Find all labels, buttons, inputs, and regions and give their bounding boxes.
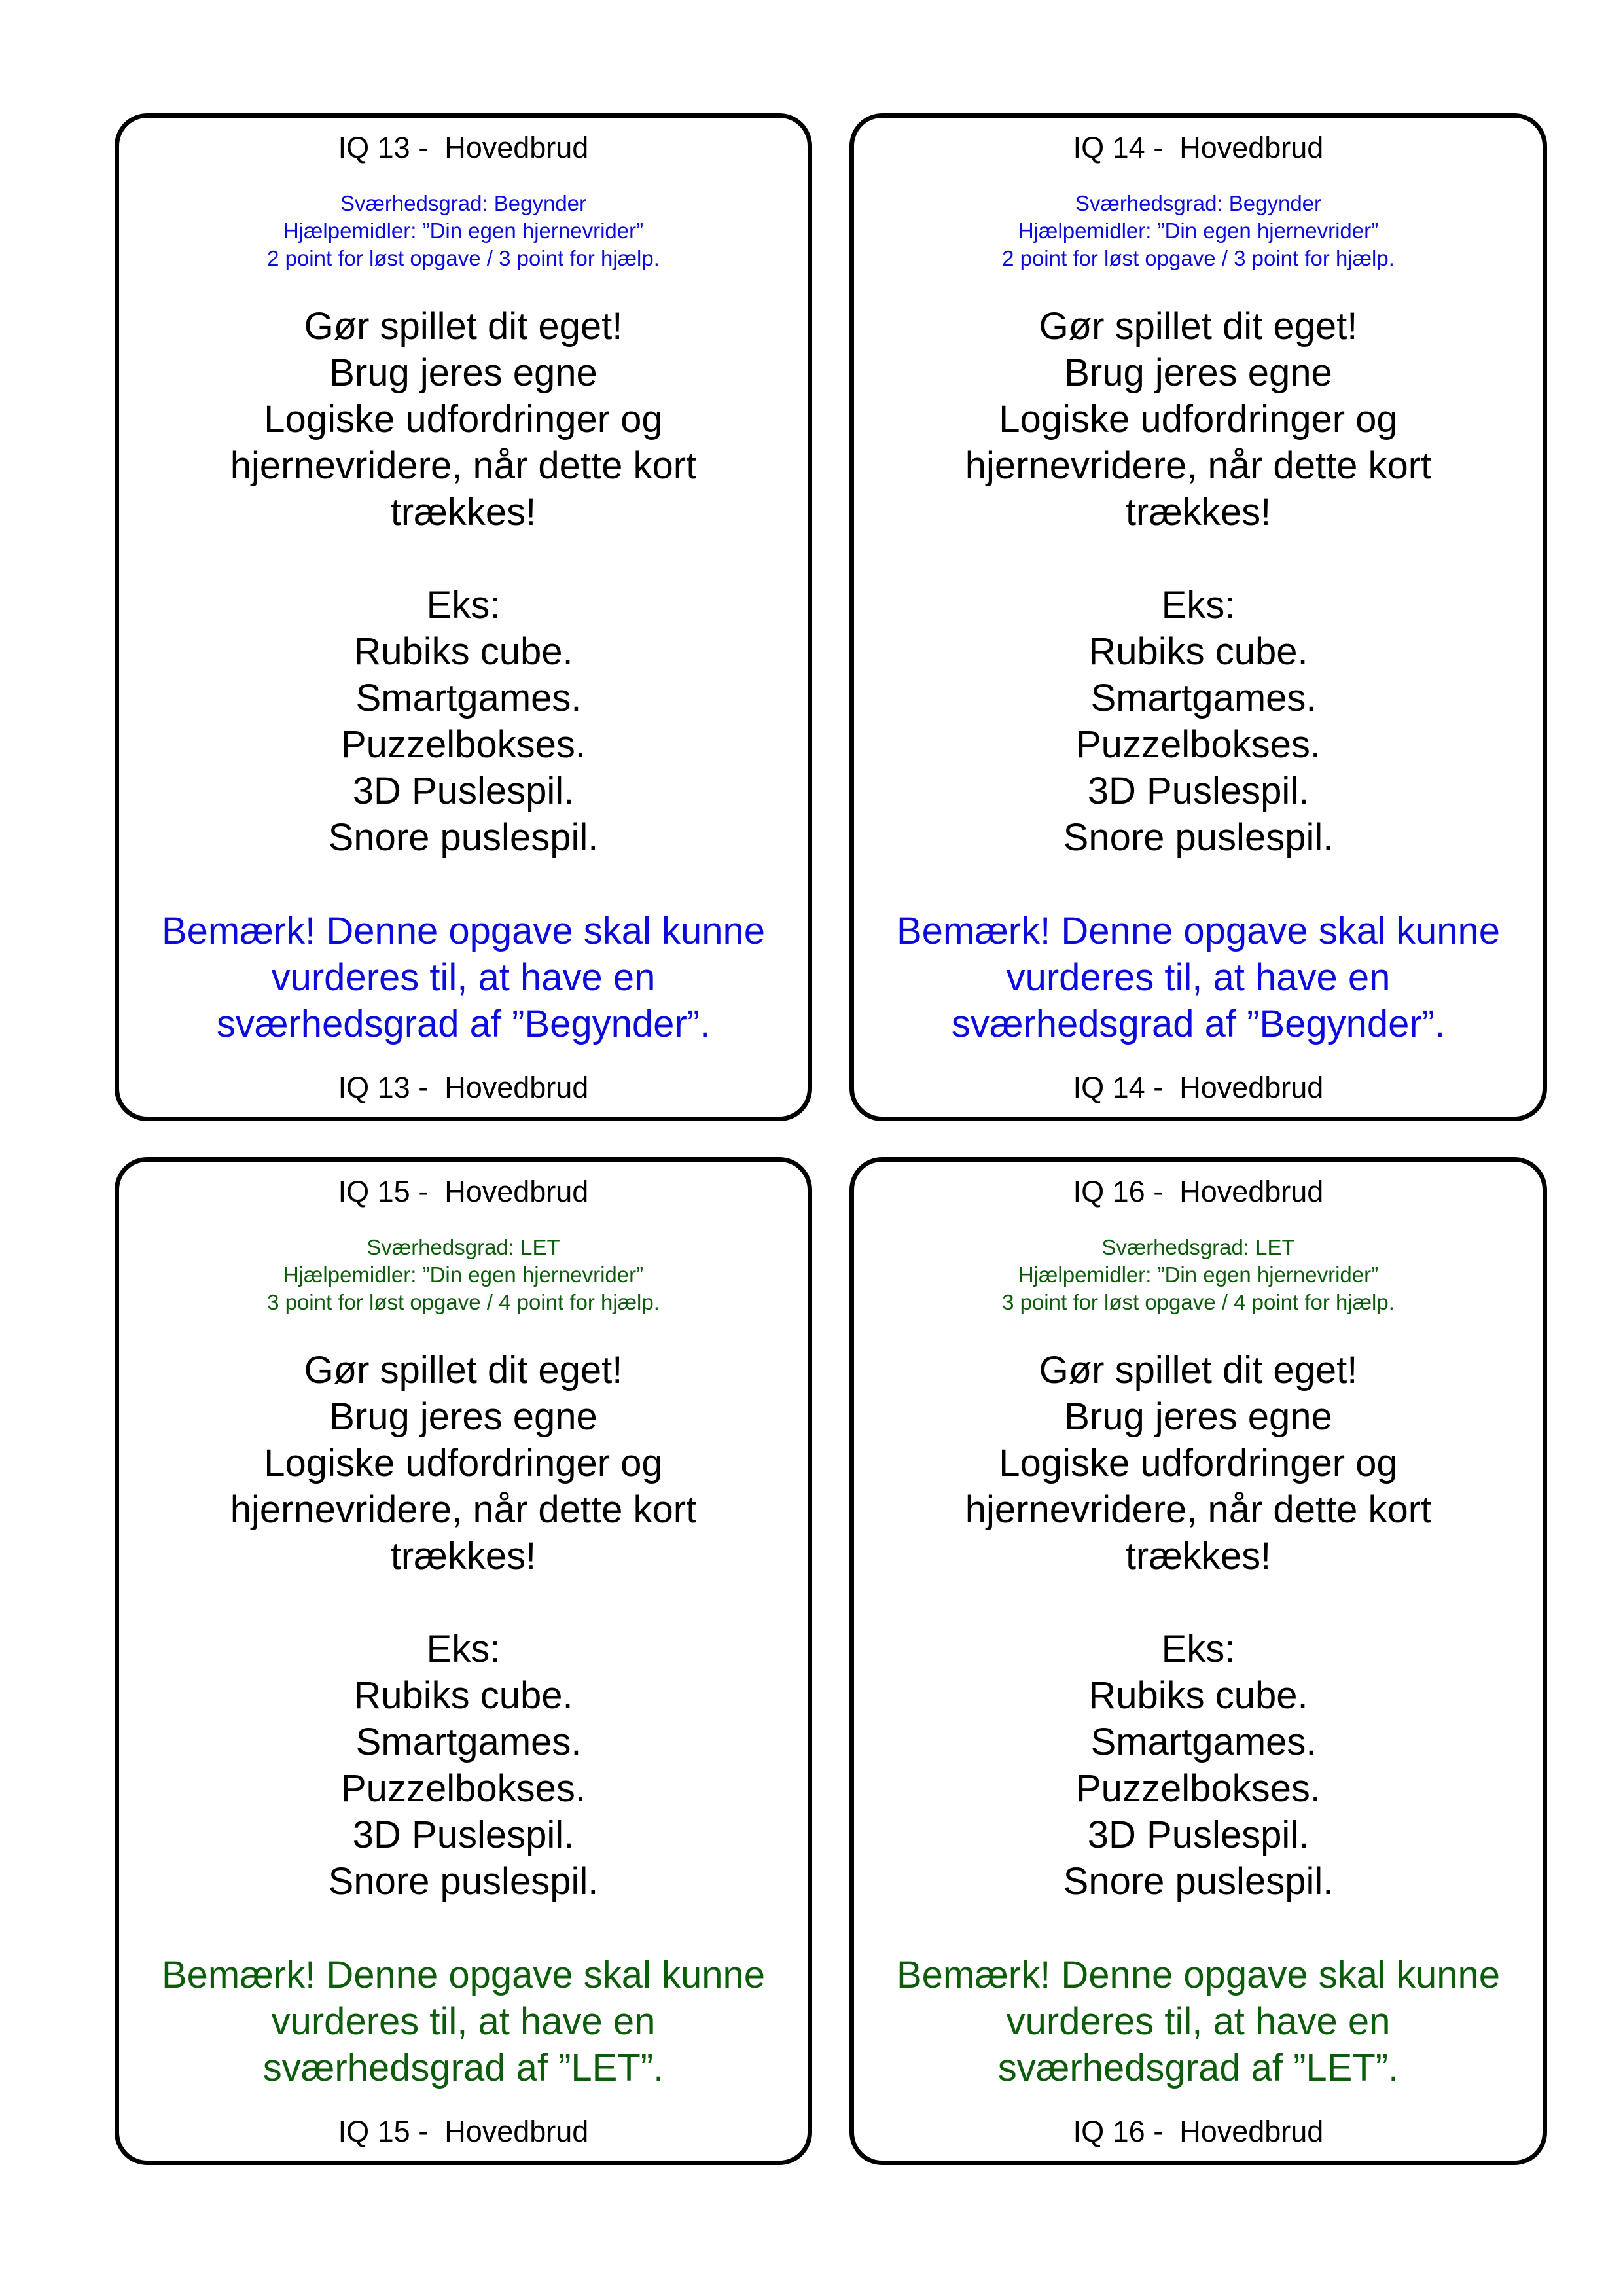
points-line: 3 point for løst opgave / 4 point for hjælp. (1002, 1290, 1395, 1314)
body-line: trækkes! (1125, 491, 1272, 533)
note-line: vurderes til, at have en (271, 2000, 656, 2043)
note-line: Bemærk! Denne opgave skal kunne (161, 910, 766, 952)
body-line: Smartgames. (1080, 1721, 1317, 1763)
body-line: Smartgames. (345, 677, 582, 719)
body-line: trækkes! (1125, 1535, 1272, 1577)
note-line: sværhedsgrad af ”Begynder”. (951, 1003, 1446, 1045)
card-body (119, 303, 808, 861)
note-line: sværhedsgrad af ”LET”. (997, 2047, 1399, 2089)
card-header: IQ 15 - Hovedbrud (338, 1175, 589, 1208)
body-line: 3D Puslespil. (1087, 1814, 1310, 1856)
points-line: 2 point for løst opgave / 3 point for hjælp. (1002, 246, 1395, 270)
difficulty-line: Sværhedsgrad: LET (366, 1235, 560, 1259)
body-line: 3D Puslespil. (352, 1814, 575, 1856)
difficulty-line: Sværhedsgrad: Begynder (1075, 191, 1322, 215)
body-line: trækkes! (390, 491, 537, 533)
card-meta (119, 190, 808, 272)
body-line: Rubiks cube. (353, 1674, 573, 1717)
body-line: hjernevridere, når dette kort (230, 1488, 697, 1531)
note-line: Bemærk! Denne opgave skal kunne (896, 910, 1501, 952)
body-line: Puzzelbokses. (341, 1767, 586, 1810)
points-line: 2 point for løst opgave / 3 point for hjælp. (267, 246, 660, 270)
body-line: Brug jeres egne (1064, 1395, 1332, 1438)
body-line: hjernevridere, når dette kort (965, 1488, 1432, 1531)
card-iq-15 (115, 1157, 812, 2165)
body-line: Brug jeres egne (329, 351, 597, 394)
card-header: IQ 14 - Hovedbrud (1073, 131, 1324, 164)
card-iq-14 (849, 113, 1547, 1121)
body-line: Logiske udfordringer og (999, 1442, 1398, 1484)
body-line: Rubiks cube. (353, 630, 573, 673)
difficulty-line: Sværhedsgrad: LET (1101, 1235, 1295, 1259)
body-line: Eks: (1161, 1628, 1236, 1670)
body-line: Logiske udfordringer og (999, 398, 1398, 440)
body-line: hjernevridere, når dette kort (230, 444, 697, 487)
body-line (119, 535, 808, 582)
card-footer: IQ 16 - Hovedbrud (1073, 2115, 1324, 2148)
body-line: Logiske udfordringer og (264, 398, 663, 440)
body-line: Gør spillet dit eget! (304, 1349, 623, 1391)
card-meta (854, 190, 1543, 272)
card-footer: IQ 14 - Hovedbrud (1073, 1071, 1324, 1104)
note-line: Bemærk! Denne opgave skal kunne (161, 1954, 766, 1996)
card-note (854, 1952, 1543, 2091)
note-line: vurderes til, at have en (1006, 2000, 1391, 2043)
body-line: Smartgames. (1080, 677, 1317, 719)
body-line: Smartgames. (345, 1721, 582, 1763)
note-line: vurderes til, at have en (271, 956, 656, 999)
card-body (854, 1347, 1543, 1905)
points-line: 3 point for løst opgave / 4 point for hjælp. (267, 1290, 660, 1314)
card-meta (854, 1234, 1543, 1316)
body-line: Puzzelbokses. (1076, 1767, 1321, 1810)
body-line: Rubiks cube. (1088, 1674, 1308, 1717)
card-note (854, 908, 1543, 1047)
card-footer: IQ 13 - Hovedbrud (338, 1071, 589, 1104)
card-body (119, 1347, 808, 1905)
note-line: sværhedsgrad af ”Begynder”. (216, 1003, 711, 1045)
aids-line: Hjælpemidler: ”Din egen hjernevrider” (1018, 219, 1379, 243)
body-line (119, 1579, 808, 1626)
body-line: Snore puslespil. (328, 1860, 599, 1903)
body-line (854, 1579, 1543, 1626)
body-line: Gør spillet dit eget! (1039, 1349, 1358, 1391)
card-iq-13 (115, 113, 812, 1121)
body-line: Puzzelbokses. (341, 723, 586, 766)
body-line: trækkes! (390, 1535, 537, 1577)
body-line: Eks: (1161, 584, 1236, 626)
body-line: Gør spillet dit eget! (304, 305, 623, 348)
body-line: Snore puslespil. (1063, 816, 1334, 859)
body-line: hjernevridere, når dette kort (965, 444, 1432, 487)
body-line: Eks: (426, 584, 501, 626)
card-body (854, 303, 1543, 861)
body-line: Snore puslespil. (328, 816, 599, 859)
card-header: IQ 16 - Hovedbrud (1073, 1175, 1324, 1208)
card-footer: IQ 15 - Hovedbrud (338, 2115, 589, 2148)
body-line: Eks: (426, 1628, 501, 1670)
aids-line: Hjælpemidler: ”Din egen hjernevrider” (283, 219, 644, 243)
card-header: IQ 13 - Hovedbrud (338, 131, 589, 164)
body-line: Rubiks cube. (1088, 630, 1308, 673)
body-line: Puzzelbokses. (1076, 723, 1321, 766)
body-line: Brug jeres egne (329, 1395, 597, 1438)
card-note (119, 1952, 808, 2091)
body-line: Snore puslespil. (1063, 1860, 1334, 1903)
note-line: sværhedsgrad af ”LET”. (262, 2047, 664, 2089)
body-line: 3D Puslespil. (1087, 770, 1310, 812)
note-line: vurderes til, at have en (1006, 956, 1391, 999)
aids-line: Hjælpemidler: ”Din egen hjernevrider” (1018, 1263, 1379, 1287)
card-meta (119, 1234, 808, 1316)
body-line: Brug jeres egne (1064, 351, 1332, 394)
body-line: 3D Puslespil. (352, 770, 575, 812)
note-line: Bemærk! Denne opgave skal kunne (896, 1954, 1501, 1996)
card-iq-16 (849, 1157, 1547, 2165)
body-line: Gør spillet dit eget! (1039, 305, 1358, 348)
aids-line: Hjælpemidler: ”Din egen hjernevrider” (283, 1263, 644, 1287)
card-note (119, 908, 808, 1047)
difficulty-line: Sværhedsgrad: Begynder (340, 191, 587, 215)
body-line (854, 535, 1543, 582)
body-line: Logiske udfordringer og (264, 1442, 663, 1484)
